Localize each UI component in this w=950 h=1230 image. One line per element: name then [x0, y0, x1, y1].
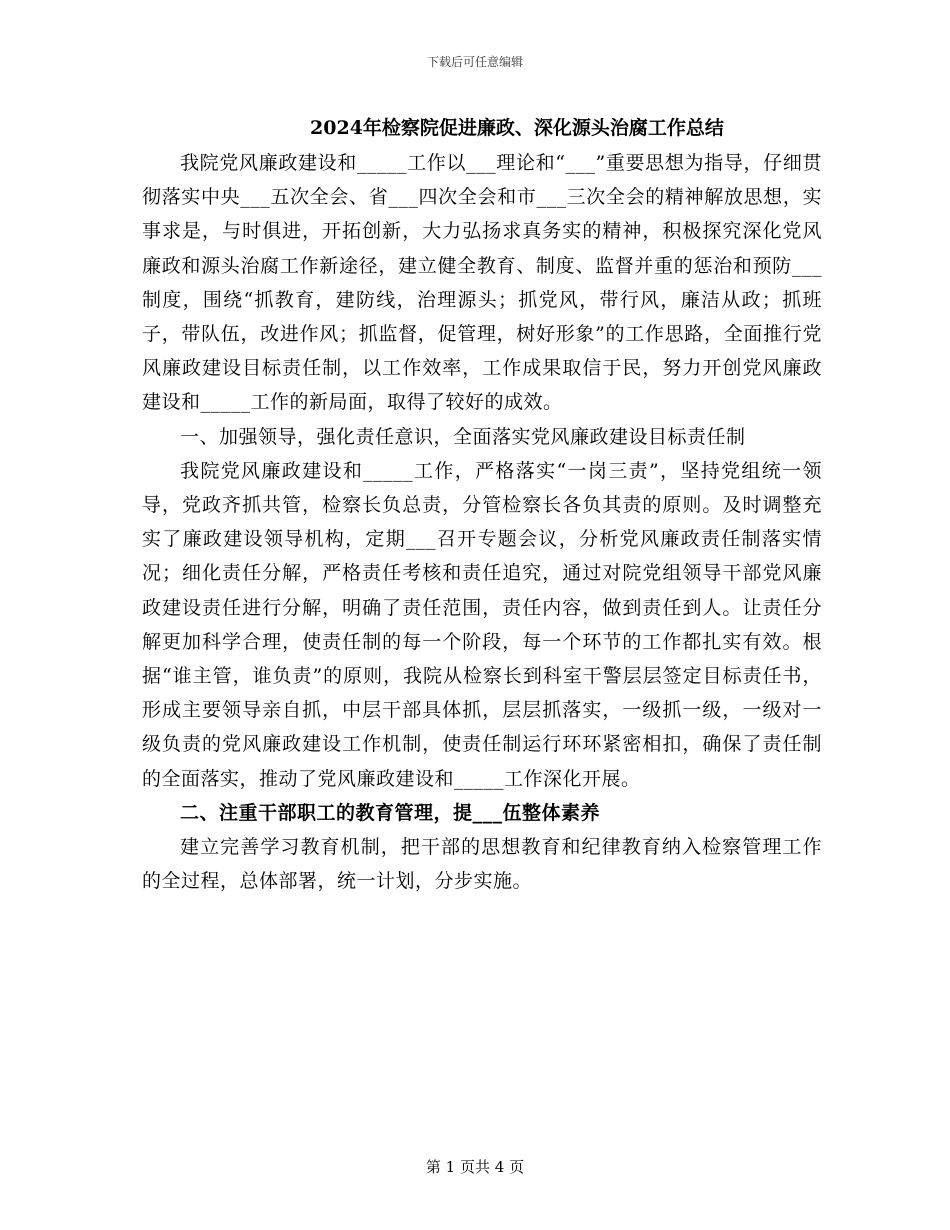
- section-heading-1: 一、加强领导，强化责任意识，全面落实党风廉政建设目标责任制: [180, 425, 746, 448]
- paragraph-section-1: 我院党风廉政建设和_____工作，严格落实“一岗三责”，坚持党组统一领导，党政齐抓共管，检察长负总责，分管检察长各负其责的原则。及时调整充实了廉政建设领导机构，定期___召开专题会议，分析党风廉政责任制落实情况；细化责任分解，严格责任考核和责任追究，通过对院党组领导干部党风廉政建设责任进行分解，明确了责任范围，责任内容，做到责任到人。让责任分解更加科学合理，使责任制的每一个阶段，每一个环节的工作都扎实有效。根据“谁主管，谁负责”的原则，我院从检察长到科室干警层层签定目标责任书，形成主要领导亲自抓，中层干部具体抓，层层抓落实，一级抓一级，一级对一级负责的党风廉政建设工作机制，使责任制运行环环紧密相扣，确保了责任制的全面落实，推动了党风廉政建设和_____工作深化开展。: [142, 459, 822, 790]
- page-header-note: 下载后可任意编辑: [426, 55, 523, 69]
- paragraph-intro: 我院党风廉政建设和_____工作以___理论和“___”重要思想为指导，仔细贯彻落实中央___五次全会、省___四次全会和市___三次全会的精神解放思想，实事求是，与时俱进，开拓创新，大力弘扬求真务实的精神，积极探究深化党风廉政和源头治腐工作新途径，建立健全教育、制度、监督并重的惩治和预防___制度，围绕“抓教育，建防线，治理源头；抓党风，带行风，廉洁从政；抓班子，带队伍，改进作风；抓监督，促管理，树好形象”的工作思路，全面推行党风廉政建设目标责任制，以工作效率，工作成果取信于民，努力开创党风廉政建设和_____工作的新局面，取得了较好的成效。: [142, 152, 822, 414]
- document-body: [142, 114, 822, 898]
- section-heading-2: 二、注重干部职工的教育管理，提___伍整体素养: [180, 801, 601, 824]
- page-number: 第 1 页共 4 页: [425, 1158, 525, 1176]
- document-title: 2024年检察院促进廉政、深化源头治腐工作总结: [310, 117, 724, 139]
- paragraph-section-2: 建立完善学习教育机制，把干部的思想教育和纪律教育纳入检察管理工作的全过程，总体部署，统一计划，分步实施。: [142, 836, 822, 893]
